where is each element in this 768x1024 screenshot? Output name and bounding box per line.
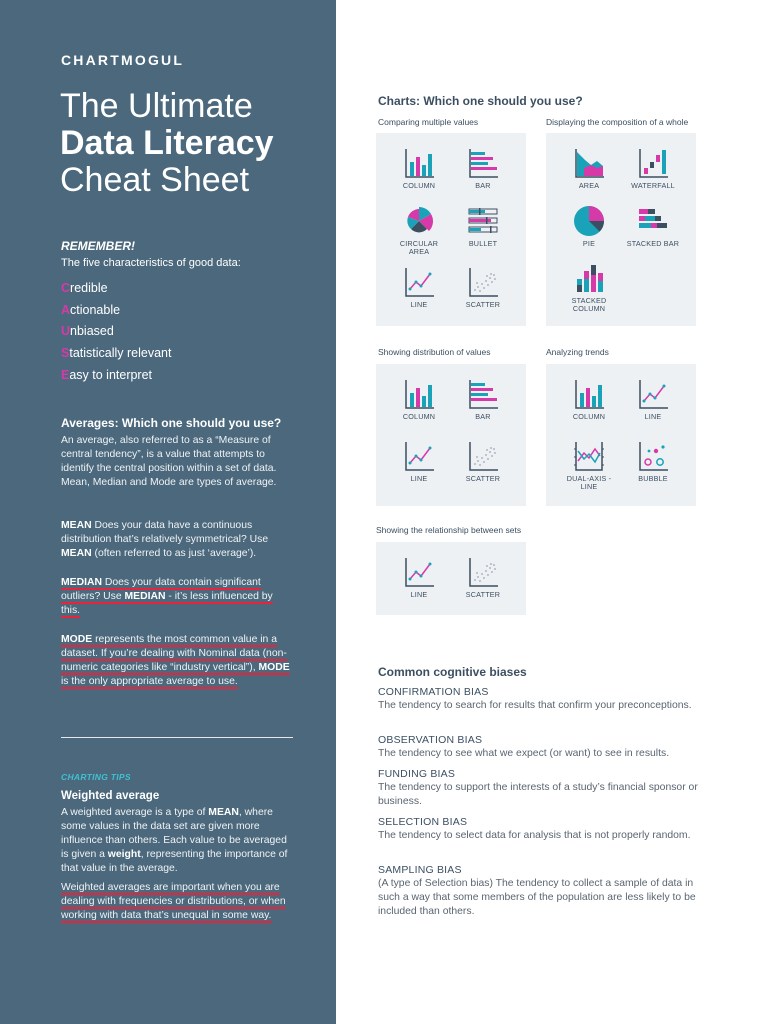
chart-type-stacked-bar bbox=[624, 204, 682, 248]
weighted-average-heading: Weighted average bbox=[61, 790, 160, 802]
caption: PIE bbox=[582, 239, 596, 248]
chart-type-column bbox=[560, 377, 618, 421]
bar-chart-icon bbox=[466, 146, 500, 180]
line-chart-icon bbox=[402, 265, 436, 299]
bias-name: FUNDING BIAS bbox=[378, 768, 456, 780]
bias-item bbox=[378, 686, 708, 713]
column-chart-icon bbox=[402, 377, 436, 411]
chart-type-pie bbox=[560, 204, 618, 248]
chart-type-scatter bbox=[454, 439, 512, 483]
caption: BAR bbox=[475, 181, 491, 190]
chart-type-bubble bbox=[624, 439, 682, 483]
pie-chart-icon bbox=[572, 204, 606, 238]
caption: LINE bbox=[410, 590, 428, 599]
bias-description: (A type of Selection bias) The tendency to collect a sample of data in such a way that some members of the population are less likely to be included than others. bbox=[378, 878, 696, 917]
caption: SCATTER bbox=[465, 590, 501, 599]
chart-type-line bbox=[390, 555, 448, 599]
good-data-list bbox=[61, 280, 171, 388]
caption: BAR bbox=[475, 412, 491, 421]
list-item: Actionable bbox=[61, 302, 121, 317]
caption: AREA bbox=[578, 181, 600, 190]
weighted-average-note: Weighted averages are important when you are dealing with frequencies or distributions, or when working with data that’s unequal in some way. bbox=[61, 882, 286, 921]
waterfall-chart-icon bbox=[636, 146, 670, 180]
chart-type-line bbox=[624, 377, 682, 421]
composition-box bbox=[546, 133, 696, 326]
caption: BULLET bbox=[468, 239, 498, 248]
chart-type-line bbox=[390, 439, 448, 483]
distribution-box bbox=[376, 364, 526, 506]
remember-heading: REMEMBER! bbox=[61, 239, 135, 253]
bias-name: CONFIRMATION BIAS bbox=[378, 686, 489, 698]
bias-item bbox=[378, 768, 708, 809]
column-chart-icon bbox=[402, 146, 436, 180]
chartmogul-logo: CHARTMOGUL bbox=[61, 52, 185, 68]
bias-name: OBSERVATION BIAS bbox=[378, 734, 483, 746]
bias-item bbox=[378, 816, 708, 843]
scatter-chart-icon bbox=[466, 265, 500, 299]
stacked-column-icon bbox=[572, 261, 606, 295]
caption: SCATTER bbox=[465, 474, 501, 483]
chart-type-waterfall bbox=[624, 146, 682, 190]
chart-type-bullet bbox=[454, 204, 512, 248]
line-chart-icon bbox=[402, 555, 436, 589]
biases-heading: Common cognitive biases bbox=[378, 665, 527, 679]
chart-type-scatter bbox=[454, 265, 512, 309]
trends-box bbox=[546, 364, 696, 506]
caption: BUBBLE bbox=[638, 474, 668, 483]
averages-heading: Averages: Which one should you use? bbox=[61, 416, 282, 430]
chart-type-scatter bbox=[454, 555, 512, 599]
section-composition-label: Displaying the composition of a whole bbox=[546, 117, 689, 127]
remember-intro: The five characteristics of good data: bbox=[61, 257, 241, 269]
bias-name: SELECTION BIAS bbox=[378, 816, 468, 828]
charting-tips-label: CHARTING TIPS bbox=[61, 772, 131, 782]
bias-name: SAMPLING BIAS bbox=[378, 864, 462, 876]
bias-item bbox=[378, 864, 708, 919]
dual-axis-line-icon bbox=[572, 439, 606, 473]
area-chart-icon bbox=[572, 146, 606, 180]
chart-type-bar bbox=[454, 146, 512, 190]
caption: LINE bbox=[410, 474, 428, 483]
caption: COLUMN bbox=[402, 181, 436, 190]
caption: COLUMN bbox=[572, 412, 606, 421]
title-line-3: Cheat Sheet bbox=[60, 161, 250, 199]
caption: CIRCULAR AREA bbox=[399, 239, 439, 256]
section-relationship-label: Showing the relationship between sets bbox=[376, 525, 522, 535]
mode-paragraph: MODE represents the most common value in a dataset. If you’re dealing with Nominal data (non-numeric categories like “industry vertical”), MODE is the only appropriate average to use. bbox=[61, 634, 290, 687]
scatter-chart-icon bbox=[466, 555, 500, 589]
list-item: Unbiased bbox=[61, 324, 114, 339]
bias-description: The tendency to select data for analysis that is not properly random. bbox=[378, 830, 691, 841]
section-distribution-label: Showing distribution of values bbox=[378, 347, 491, 357]
averages-intro: An average, also referred to as a “Measure of central tendency”, is a value that attempts to identify the central position within a set of data. Mean, Median and Mode are types of average. bbox=[61, 435, 277, 488]
scatter-chart-icon bbox=[466, 439, 500, 473]
caption: STACKED BAR bbox=[626, 239, 680, 248]
caption: COLUMN bbox=[402, 412, 436, 421]
bubble-chart-icon bbox=[636, 439, 670, 473]
chart-type-bar bbox=[454, 377, 512, 421]
section-comparing-label: Comparing multiple values bbox=[378, 117, 479, 127]
bias-description: The tendency to see what we expect (or want) to see in results. bbox=[378, 748, 670, 759]
left-panel bbox=[0, 0, 336, 1024]
comparing-box bbox=[376, 133, 526, 326]
list-item: Credible bbox=[61, 281, 108, 295]
median-paragraph: MEDIAN Does your data contain significant outliers? Use MEDIAN - it’s less influenced by this. bbox=[61, 577, 273, 616]
list-item: Statistically relevant bbox=[61, 346, 172, 361]
title-line-2: Data Literacy bbox=[60, 124, 274, 162]
caption: STACKED COLUMN bbox=[571, 296, 607, 313]
caption: WATERFALL bbox=[631, 181, 675, 190]
title-line-1: The Ultimate bbox=[60, 87, 253, 125]
bullet-chart-icon bbox=[466, 204, 500, 238]
chart-type-area bbox=[560, 146, 618, 190]
caption: LINE bbox=[410, 300, 428, 309]
circular-area-icon bbox=[402, 204, 436, 238]
chart-type-column bbox=[390, 146, 448, 190]
caption: SCATTER bbox=[465, 300, 501, 309]
divider bbox=[61, 737, 293, 738]
charts-heading: Charts: Which one should you use? bbox=[378, 94, 583, 108]
list-item: Easy to interpret bbox=[61, 367, 153, 382]
caption: DUAL-AXIS -LINE bbox=[566, 474, 612, 491]
chart-type-line bbox=[390, 265, 448, 309]
chart-type-circular-area bbox=[390, 204, 448, 256]
stacked-bar-icon bbox=[636, 204, 670, 238]
relationship-box bbox=[376, 542, 526, 615]
line-chart-icon bbox=[636, 377, 670, 411]
bias-description: The tendency to support the interests of a study’s financial sponsor or business. bbox=[378, 782, 698, 807]
bar-chart-icon bbox=[466, 377, 500, 411]
line-chart-icon bbox=[402, 439, 436, 473]
chart-type-column bbox=[390, 377, 448, 421]
bias-item bbox=[378, 734, 708, 761]
caption: LINE bbox=[644, 412, 662, 421]
column-chart-icon bbox=[572, 377, 606, 411]
bias-description: The tendency to search for results that confirm your preconceptions. bbox=[378, 700, 692, 711]
weighted-average-paragraph: A weighted average is a type of MEAN, where some values in the data set are given more influence than others. Each value to be averaged is given a weight, representing the importance of that value in the average. bbox=[61, 807, 288, 874]
page-title bbox=[60, 88, 330, 199]
chart-type-dual-axis-line bbox=[560, 439, 618, 491]
chart-type-stacked-column bbox=[560, 261, 618, 313]
section-trends-label: Analyzing trends bbox=[546, 347, 609, 357]
mean-paragraph: MEAN Does your data have a continuous distribution that’s relatively symmetrical? Use MEAN (often referred to as just ‘average’). bbox=[61, 520, 269, 559]
